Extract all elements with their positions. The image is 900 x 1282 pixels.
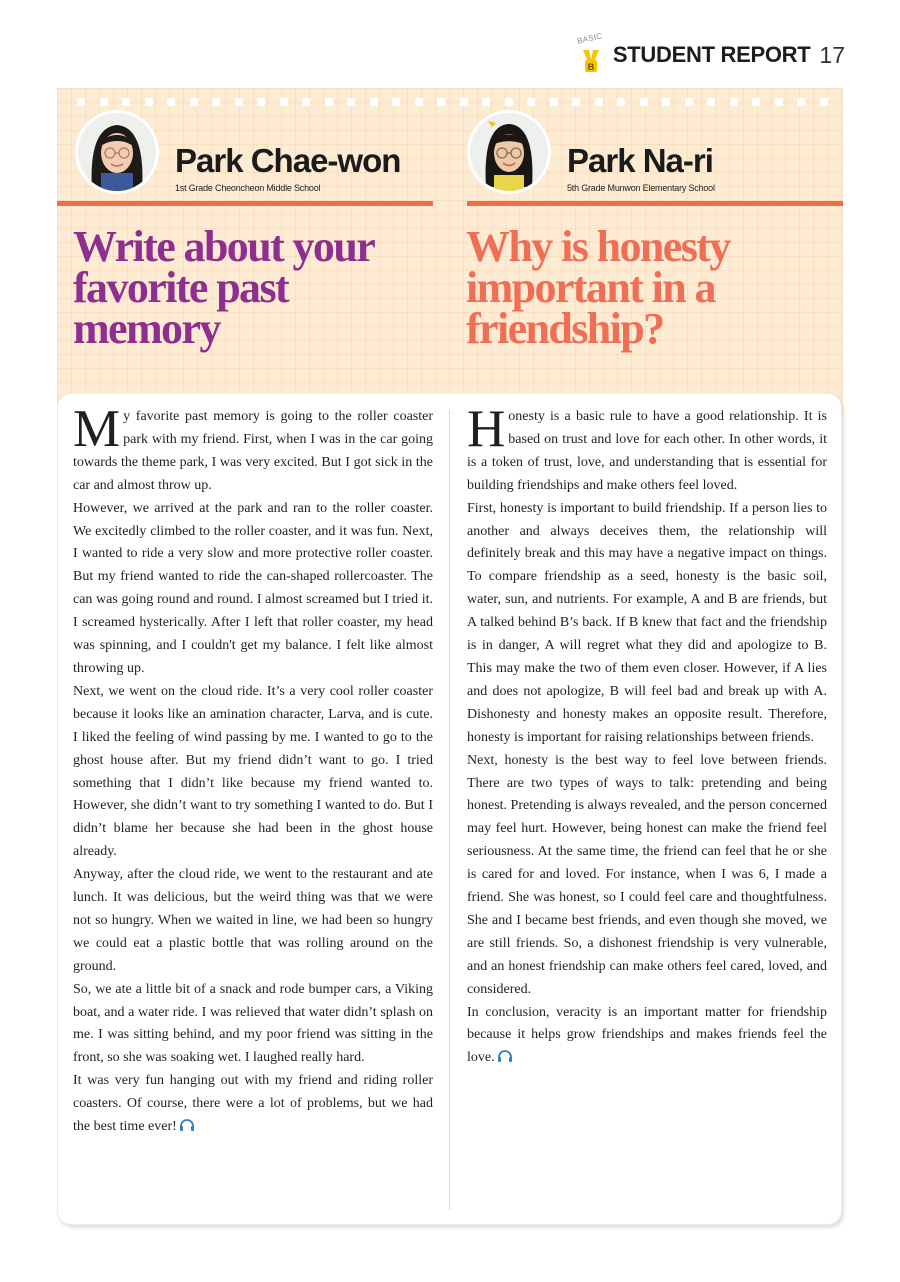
essay-body-right	[467, 400, 827, 1070]
binder-hole	[280, 98, 288, 106]
binder-hole	[122, 98, 130, 106]
essay-title-left: Write about your favorite past memory	[73, 222, 374, 353]
author-right	[467, 110, 827, 200]
headphones-icon	[497, 1049, 513, 1063]
binder-hole	[527, 98, 535, 106]
binder-hole	[820, 98, 828, 106]
binder-hole	[797, 98, 805, 106]
binder-hole	[730, 98, 738, 106]
paragraph: Anyway, after the cloud ride, we went to the restaurant and ate lunch. It was delicious, but the weird thing was that we were not so hungry. When we waited in line, we had been so hungry we could eat a plastic bottle that was rolling around on the ground.	[73, 867, 433, 974]
author-name-right: Park Na-ri	[567, 142, 713, 179]
school-left: 1st Grade Cheoncheon Middle School	[175, 183, 321, 193]
column-divider	[449, 410, 450, 1210]
binder-hole	[77, 98, 85, 106]
girl-portrait-icon	[78, 113, 156, 191]
paragraph: Next, we went on the cloud ride. It’s a very cool roller coaster because it looks like an amination character, Larva, and is cute. I liked the feeling of wind passing by me. I wanted to go to the ghost house after. But my friend didn’t want to go. I tried something that I didn’t like because my friend wanted to. However, she didn’t want to try something I wanted to do. But I didn’t blame her because she had been in the ghost house already.	[73, 683, 433, 860]
binder-hole	[572, 98, 580, 106]
paragraph: First, honesty is important to build friendship. If a person lies to another and always deceives them, the relationship will definitely break and this may have a negative impact on things. To compare friendship as a seed, honesty is the basic soil, water, sun, and nutrients. For example, A and B are friends, but A talked behind B’s back. If B knew that fact and the friendship is in danger, A will regret what they did and apologize to B. This may make the two of them even closer. However, if A lies and does not apologize, B will feel bad and break up with A. Dishonesty and honesty makes an opposite result. Therefore, honesty is important for raising relationships between friends.	[467, 500, 827, 745]
binder-hole	[595, 98, 603, 106]
headphones-icon	[179, 1118, 195, 1132]
paragraph: So, we ate a little bit of a snack and rode bumper cars, a Viking boat, and a water ride. I was relieved that water didn’t splash on me. I was sitting behind, and my poor friend was sitting in the front, so she was soaking wet. I laughed really hard.	[73, 981, 433, 1066]
essay-title-right: Why is honesty important in a friendship?	[466, 222, 730, 353]
binder-hole	[235, 98, 243, 106]
binder-holes	[77, 98, 823, 108]
drop-cap: M	[73, 400, 121, 458]
girl-portrait-icon	[470, 113, 548, 191]
binder-hole	[167, 98, 175, 106]
binder-hole	[775, 98, 783, 106]
binder-hole	[617, 98, 625, 106]
school-right: 5th Grade Munwon Elementary School	[567, 183, 715, 193]
paragraph: Honesty is a basic rule to have a good relationship. It is based on trust and love for each other. In other words, it is a token of trust, love, and understanding that is essential for building friendships and make others feel loved.	[467, 400, 827, 493]
binder-hole	[257, 98, 265, 106]
binder-hole	[145, 98, 153, 106]
drop-cap: H	[467, 400, 506, 458]
divider-rule-left	[57, 201, 433, 206]
binder-hole	[302, 98, 310, 106]
binder-hole	[415, 98, 423, 106]
binder-hole	[190, 98, 198, 106]
paragraph: In conclusion, veracity is an important matter for friendship because it helps grow friendships and makes friends feel the love.	[467, 1004, 827, 1066]
binder-hole	[707, 98, 715, 106]
paragraph: My favorite past memory is going to the roller coaster park with my friend. First, when I was in the car going towards the theme park, I was very excited. But I got sick in the car and almost throw up.	[73, 400, 433, 493]
svg-text:B: B	[587, 62, 595, 72]
report-title: STUDENT REPORT	[612, 42, 811, 67]
binder-hole	[347, 98, 355, 106]
paragraph: Next, honesty is the best way to feel love between friends. There are two types of ways to talk: pretending and being honest. Pretending is always revealed, and the person concerned may feel hurt. However, being honest can make the friend feel seriousness. At the same time, the friend can feel that he or she is cared for and loved. For instance, when I was 6, I made a friend. She was honest, so I could feel care and thoughtfulness. She and I became best friends, and even though she moved, we are still friends. So, a dishonest friendship is very vulnerable, and an honest friendship can make others feel cared, loved, and considered.	[467, 752, 827, 997]
binder-hole	[370, 98, 378, 106]
binder-hole	[550, 98, 558, 106]
binder-hole	[437, 98, 445, 106]
author-photo-right	[467, 110, 551, 194]
page-header	[577, 30, 845, 80]
binder-hole	[482, 98, 490, 106]
binder-hole	[505, 98, 513, 106]
binder-hole	[752, 98, 760, 106]
basic-logo	[576, 31, 605, 76]
author-name-left: Park Chae-won	[175, 142, 401, 179]
author-left	[75, 110, 435, 200]
logo-small-text: BASIC	[576, 31, 604, 46]
divider-rule-right	[467, 201, 843, 206]
essay-body-left	[73, 400, 433, 1139]
binder-hole	[640, 98, 648, 106]
binder-hole	[662, 98, 670, 106]
binder-hole	[460, 98, 468, 106]
paragraph: It was very fun hanging out with my friend and riding roller coasters. Of course, there were a lot of problems, but we had the best time ever!	[73, 1073, 433, 1135]
page-number: 17	[819, 41, 845, 68]
binder-hole	[325, 98, 333, 106]
paragraph: However, we arrived at the park and ran to the roller coaster. We excitedly climbed to the roller coaster, and it was fun. Next, I wanted to ride a very slow and more protective roller coaster. But my friend wanted to ride the can-shaped rollercoaster. The can was going round and round. I almost screamed but I tried it. I screamed hysterically. After I left that roller coaster, my head was spinning, and I couldn't get my balance. I felt like almost throwing up.	[73, 500, 433, 676]
v-badge-icon	[581, 48, 601, 74]
binder-hole	[100, 98, 108, 106]
binder-hole	[212, 98, 220, 106]
author-photo-left	[75, 110, 159, 194]
binder-hole	[685, 98, 693, 106]
binder-hole	[392, 98, 400, 106]
